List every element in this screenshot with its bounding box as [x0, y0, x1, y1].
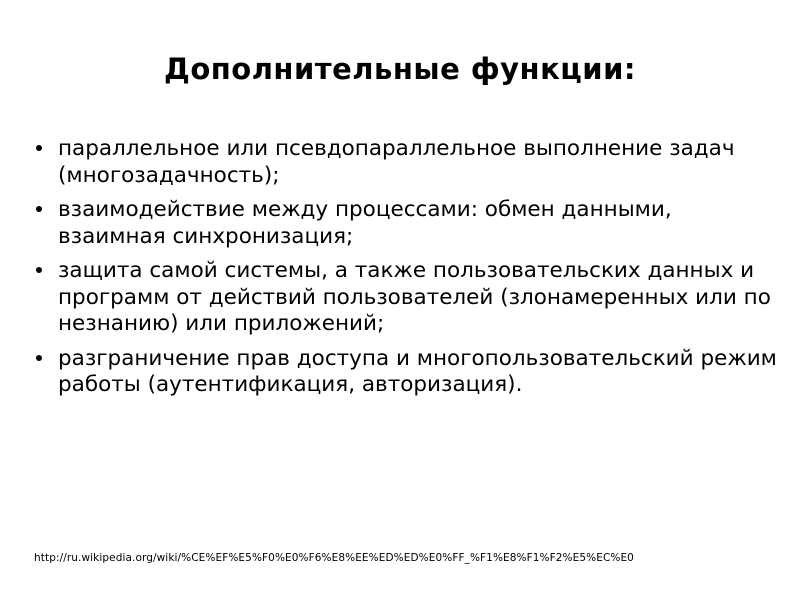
bullet-dot-icon: [36, 267, 42, 273]
list-item-text: взаимодействие между процессами: обмен данными, взаимная синхронизация;: [58, 197, 672, 249]
bullet-dot-icon: [36, 206, 42, 212]
list-item-text: разграничение прав доступа и многопользовательский режим работы (аутентификация, авторизация).: [58, 345, 777, 398]
list-item: [26, 346, 778, 399]
page-title: Дополнительные функции:: [163, 52, 637, 86]
list-item: [26, 197, 778, 250]
bullet-list: [26, 136, 778, 407]
list-item: [26, 136, 778, 189]
bullet-dot-icon: [36, 145, 42, 151]
bullet-dot-icon: [36, 355, 42, 361]
list-item-text: параллельное или псевдопараллельное выполнение задач (многозадачность);: [58, 136, 735, 188]
list-item: [26, 258, 778, 338]
source-url[interactable]: http://ru.wikipedia.org/wiki/%CE%EF%E5%F0%E0%F6%E8%EE%ED%ED%E0%FF_%F1%E8%F1%F2%E5%EC%E0: [34, 552, 634, 564]
list-item-text: защита самой системы, а также пользовательских данных и программ от действий пользователей (злонамеренных или по незнанию) или приложений;: [58, 258, 771, 337]
